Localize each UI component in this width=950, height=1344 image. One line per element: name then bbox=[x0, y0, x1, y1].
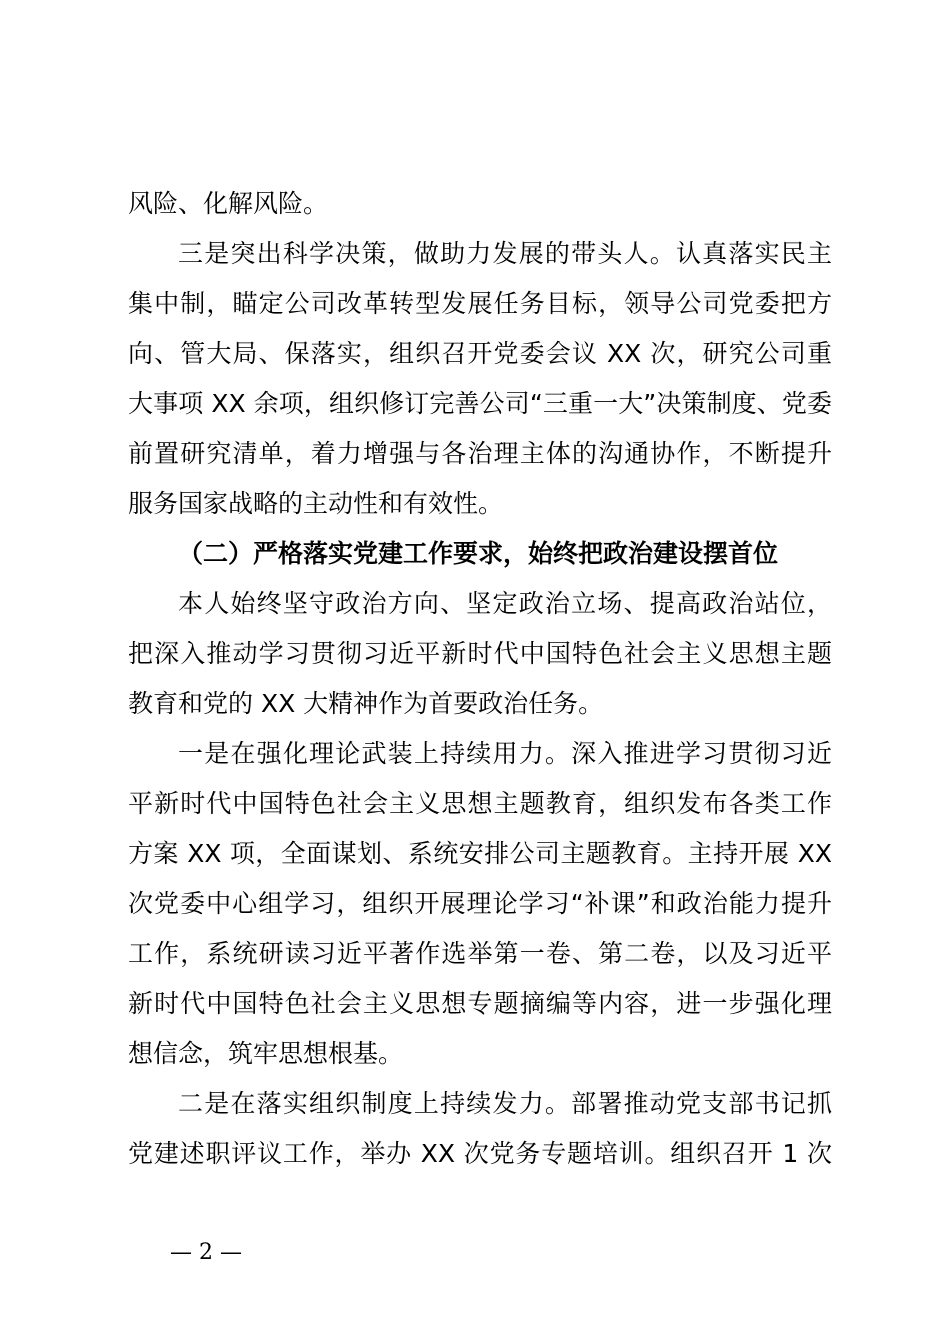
text-line-12: 一是在强化理论武装上持续用力。深入推进学习贯彻习近 bbox=[178, 739, 832, 768]
text-line-4: 向、管大局、保落实，组织召开党委会议 XX 次，研究公司重 bbox=[128, 339, 832, 368]
text-line-17: 新时代中国特色社会主义思想专题摘编等内容，进一步强化理 bbox=[128, 989, 832, 1018]
text-line-7: 服务国家战略的主动性和有效性。 bbox=[128, 489, 504, 518]
page-number: — 2 — bbox=[170, 1240, 242, 1265]
text-line-6: 前置研究清单，着力增强与各治理主体的沟通协作，不断提升 bbox=[128, 439, 832, 468]
text-line-13: 平新时代中国特色社会主义思想主题教育，组织发布各类工作 bbox=[128, 789, 832, 818]
text-line-9: 本人始终坚守政治方向、坚定政治立场、提高政治站位， bbox=[178, 589, 832, 618]
text-line-10: 把深入推动学习贯彻习近平新时代中国特色社会主义思想主题 bbox=[128, 639, 832, 668]
text-line-11: 教育和党的 XX 大精神作为首要政治任务。 bbox=[128, 689, 604, 718]
text-line-20: 党建述职评议工作，举办 XX 次党务专题培训。组织召开 1 次 bbox=[128, 1139, 832, 1168]
text-line-2: 三是突出科学决策，做助力发展的带头人。认真落实民主 bbox=[178, 239, 832, 268]
section-heading: （二）严格落实党建工作要求，始终把政治建设摆首位 bbox=[178, 539, 779, 568]
text-line-16: 工作，系统研读习近平著作选举第一卷、第二卷，以及习近平 bbox=[128, 939, 832, 968]
text-line-1: 风险、化解风险。 bbox=[128, 189, 329, 218]
text-line-5: 大事项 XX 余项，组织修订完善公司“三重一大”决策制度、党委 bbox=[128, 389, 832, 418]
text-line-3: 集中制，瞄定公司改革转型发展任务目标，领导公司党委把方 bbox=[128, 289, 832, 318]
text-line-18: 想信念，筑牢思想根基。 bbox=[128, 1039, 404, 1068]
text-line-14: 方案 XX 项，全面谋划、系统安排公司主题教育。主持开展 XX bbox=[128, 839, 832, 868]
text-line-15: 次党委中心组学习，组织开展理论学习“补课”和政治能力提升 bbox=[128, 889, 832, 918]
text-line-19: 二是在落实组织制度上持续发力。部署推动党支部书记抓 bbox=[178, 1089, 832, 1118]
